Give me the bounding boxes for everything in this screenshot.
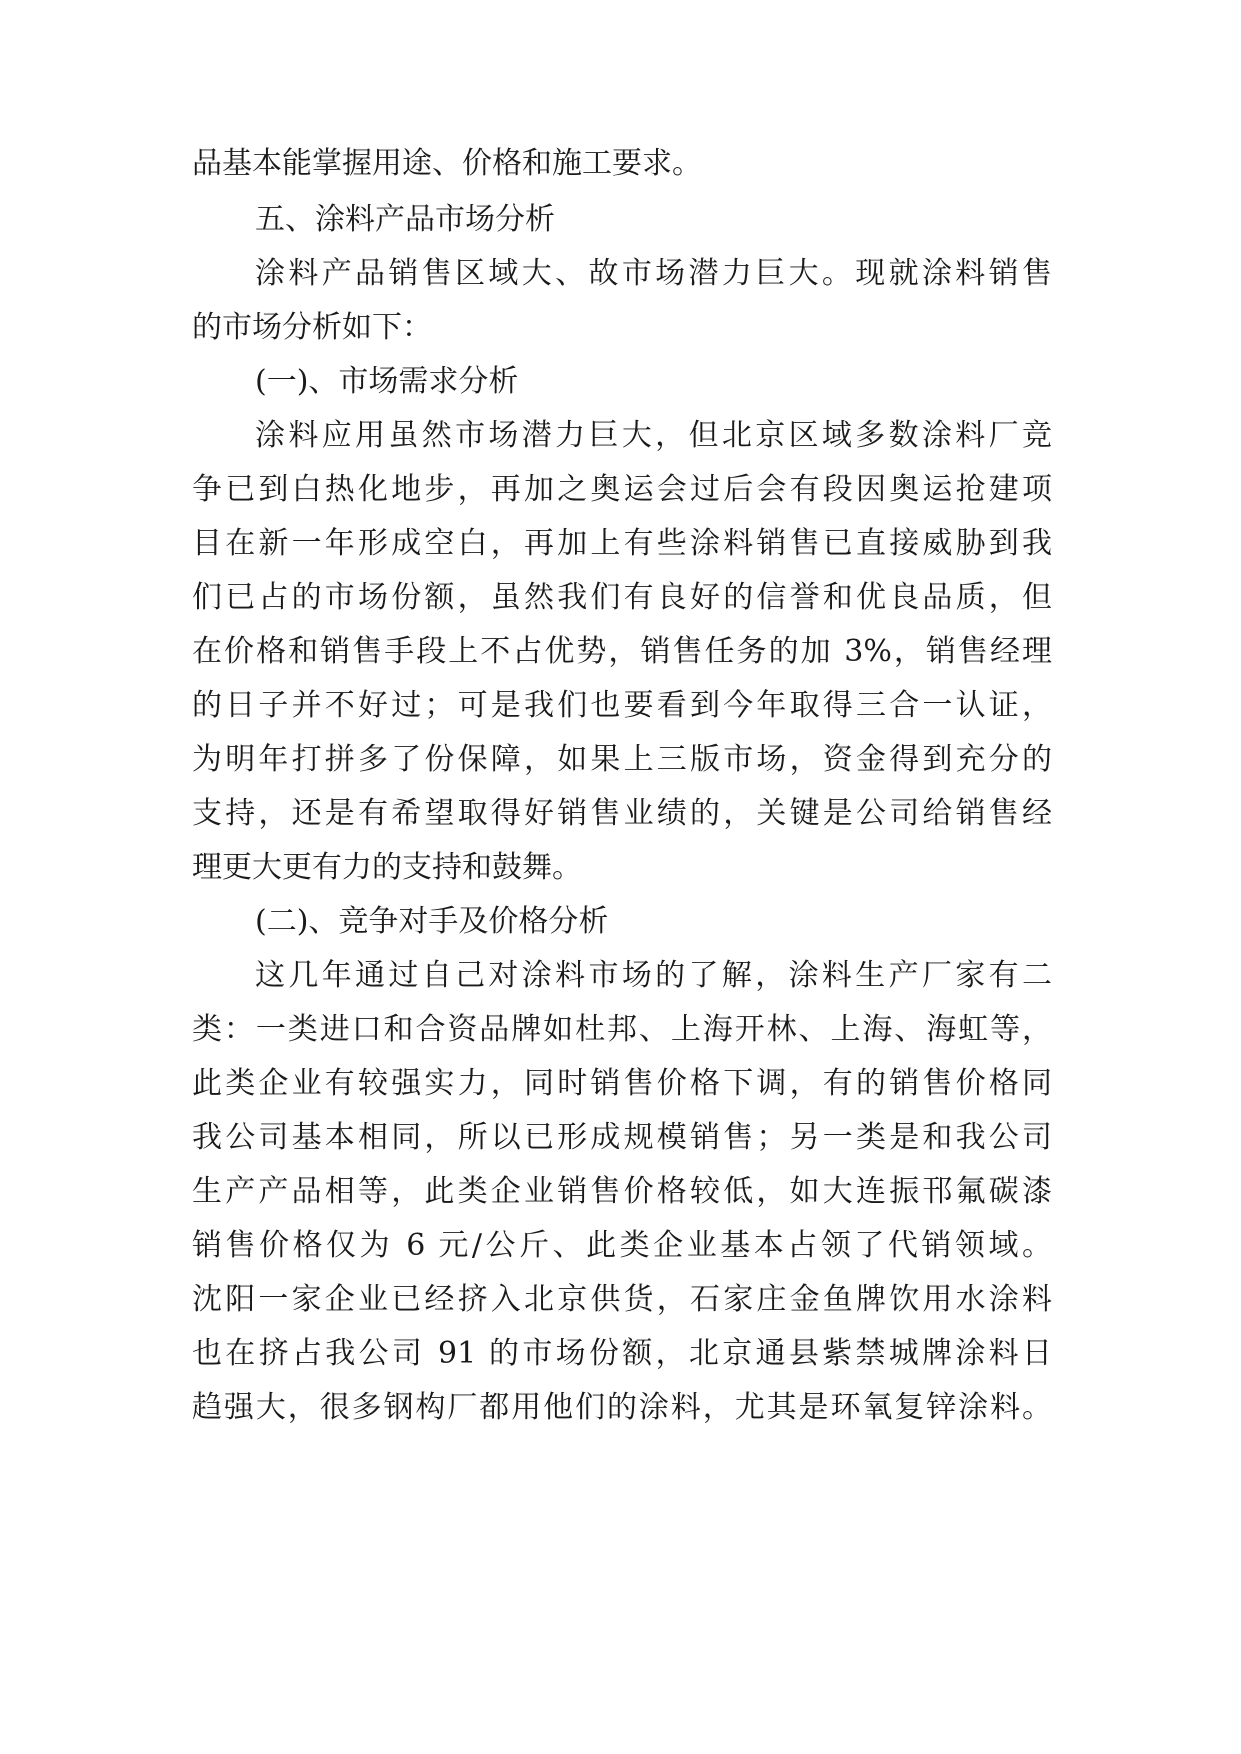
text-line: 此类企业有较强实力，同时销售价格下调，有的销售价格同 [192,1066,1052,1101]
text-line: 这几年通过自己对涂料市场的了解，涂料生产厂家有二 [255,958,1052,993]
section-heading: 五、涂料产品市场分析 [255,202,555,237]
text-line: 理更大更有力的支持和鼓舞。 [192,850,582,885]
text-line: 品基本能掌握用途、价格和施工要求。 [192,146,702,181]
text-line: 趋强大，很多钢构厂都用他们的涂料，尤其是环氧复锌涂料。 [192,1390,1052,1425]
text-line: 销售价格仅为 6 元/公斤、此类企业基本占领了代销领域。 [192,1228,1052,1263]
subsection-heading: (一)、市场需求分析 [255,364,519,399]
text-line: 沈阳一家企业已经挤入北京供货，石家庄金鱼牌饮用水涂料 [192,1282,1052,1317]
subsection-heading: (二)、竞争对手及价格分析 [255,904,609,939]
text-line: 类：一类进口和合资品牌如杜邦、上海开林、上海、海虹等， [192,1012,1052,1047]
text-line: 我公司基本相同，所以已形成规模销售；另一类是和我公司 [192,1120,1052,1155]
text-line: 争已到白热化地步，再加之奥运会过后会有段因奥运抢建项 [192,472,1052,507]
text-line: 目在新一年形成空白，再加上有些涂料销售已直接威胁到我 [192,526,1052,561]
text-line: 涂料产品销售区域大、故市场潜力巨大。现就涂料销售 [255,256,1052,291]
text-line: 的日子并不好过；可是我们也要看到今年取得三合一认证， [192,688,1052,723]
text-line: 为明年打拼多了份保障，如果上三版市场，资金得到充分的 [192,742,1052,777]
text-line: 们已占的市场份额，虽然我们有良好的信誉和优良品质，但 [192,580,1052,615]
text-line: 在价格和销售手段上不占优势，销售任务的加 3%，销售经理 [192,634,1052,669]
text-line: 生产产品相等，此类企业销售价格较低，如大连振邗氟碳漆 [192,1174,1052,1209]
text-line: 也在挤占我公司 91 的市场份额，北京通县紫禁城牌涂料日 [192,1336,1052,1371]
text-line: 的市场分析如下： [192,310,432,345]
text-line: 涂料应用虽然市场潜力巨大，但北京区域多数涂料厂竞 [255,418,1052,453]
text-line: 支持，还是有希望取得好销售业绩的，关键是公司给销售经 [192,796,1052,831]
